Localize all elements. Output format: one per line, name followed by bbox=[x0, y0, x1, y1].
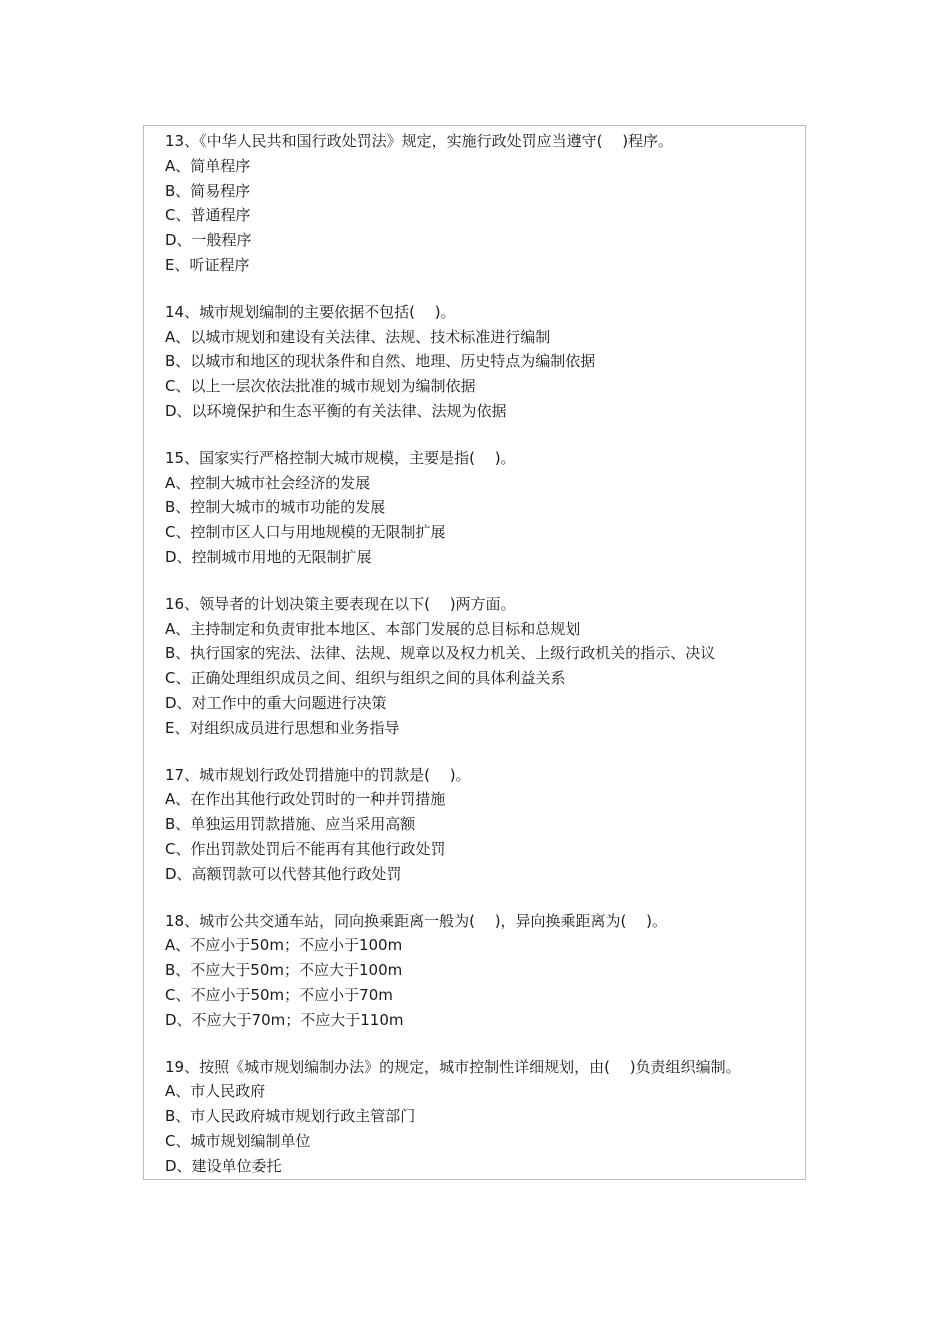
option-b: B、市人民政府城市规划行政主管部门 bbox=[165, 1107, 416, 1126]
option-b: B、以城市和地区的现状条件和自然、地理、历史特点为编制依据 bbox=[165, 352, 596, 371]
question-stem: 17、城市规划行政处罚措施中的罚款是( )。 bbox=[165, 765, 471, 784]
option-a: A、简单程序 bbox=[165, 156, 251, 175]
option-d: D、高额罚款可以代替其他行政处罚 bbox=[165, 864, 402, 883]
option-c: C、正确处理组织成员之间、组织与组织之间的具体利益关系 bbox=[165, 669, 566, 688]
option-c: C、作出罚款处罚后不能再有其他行政处罚 bbox=[165, 839, 446, 858]
option-b: B、执行国家的宪法、法律、法规、规章以及权力机关、上级行政机关的指示、决议 bbox=[165, 644, 716, 663]
option-c: C、不应小于50m；不应小于70m bbox=[165, 985, 393, 1004]
option-c: C、普通程序 bbox=[165, 206, 251, 225]
option-c: C、以上一层次依法批准的城市规划为编制依据 bbox=[165, 377, 476, 396]
question-13 bbox=[165, 129, 805, 278]
question-stem: 19、按照《城市规划编制办法》的规定，城市控制性详细规划，由( )负责组织编制。 bbox=[165, 1057, 741, 1076]
question-stem: 13、《中华人民共和国行政处罚法》规定，实施行政处罚应当遵守( )程序。 bbox=[165, 132, 674, 150]
option-e: E、对组织成员进行思想和业务指导 bbox=[165, 718, 400, 737]
option-d: D、建设单位委托 bbox=[165, 1156, 282, 1175]
question-17 bbox=[165, 763, 805, 887]
option-c: C、城市规划编制单位 bbox=[165, 1131, 311, 1150]
option-a: A、以城市规划和建设有关法律、法规、技术标准进行编制 bbox=[165, 327, 551, 346]
question-stem: 14、城市规划编制的主要依据不包括( )。 bbox=[165, 302, 456, 321]
option-a: A、市人民政府 bbox=[165, 1082, 266, 1101]
question-19 bbox=[165, 1055, 805, 1179]
option-b: B、不应大于50m；不应大于100m bbox=[165, 961, 403, 980]
question-15 bbox=[165, 446, 805, 570]
question-list bbox=[165, 129, 805, 1200]
question-18 bbox=[165, 909, 805, 1033]
option-d: D、以环境保护和生态平衡的有关法律、法规为依据 bbox=[165, 401, 507, 420]
option-e: E、听证程序 bbox=[165, 255, 250, 274]
question-14 bbox=[165, 300, 805, 424]
option-b: B、单独运用罚款措施、应当采用高额 bbox=[165, 815, 416, 834]
question-stem: 18、城市公共交通车站，同向换乘距离一般为( )，异向换乘距离为( )。 bbox=[165, 911, 668, 930]
option-c: C、控制市区人口与用地规模的无限制扩展 bbox=[165, 523, 446, 542]
option-a: A、控制大城市社会经济的发展 bbox=[165, 473, 371, 492]
option-d: D、对工作中的重大问题进行决策 bbox=[165, 693, 387, 712]
option-a: A、不应小于50m；不应小于100m bbox=[165, 936, 403, 955]
question-stem: 15、国家实行严格控制大城市规模，主要是指( )。 bbox=[165, 448, 516, 467]
question-stem: 16、领导者的计划决策主要表现在以下( )两方面。 bbox=[165, 594, 516, 613]
option-b: B、控制大城市的城市功能的发展 bbox=[165, 498, 386, 517]
option-a: A、在作出其他行政处罚时的一种并罚措施 bbox=[165, 790, 446, 809]
question-16 bbox=[165, 592, 805, 741]
option-d: D、一般程序 bbox=[165, 231, 252, 250]
option-d: D、不应大于70m；不应大于110m bbox=[165, 1010, 404, 1029]
option-a: A、主持制定和负责审批本地区、本部门发展的总目标和总规划 bbox=[165, 619, 581, 638]
option-b: B、简易程序 bbox=[165, 181, 251, 200]
option-d: D、控制城市用地的无限制扩展 bbox=[165, 547, 372, 566]
